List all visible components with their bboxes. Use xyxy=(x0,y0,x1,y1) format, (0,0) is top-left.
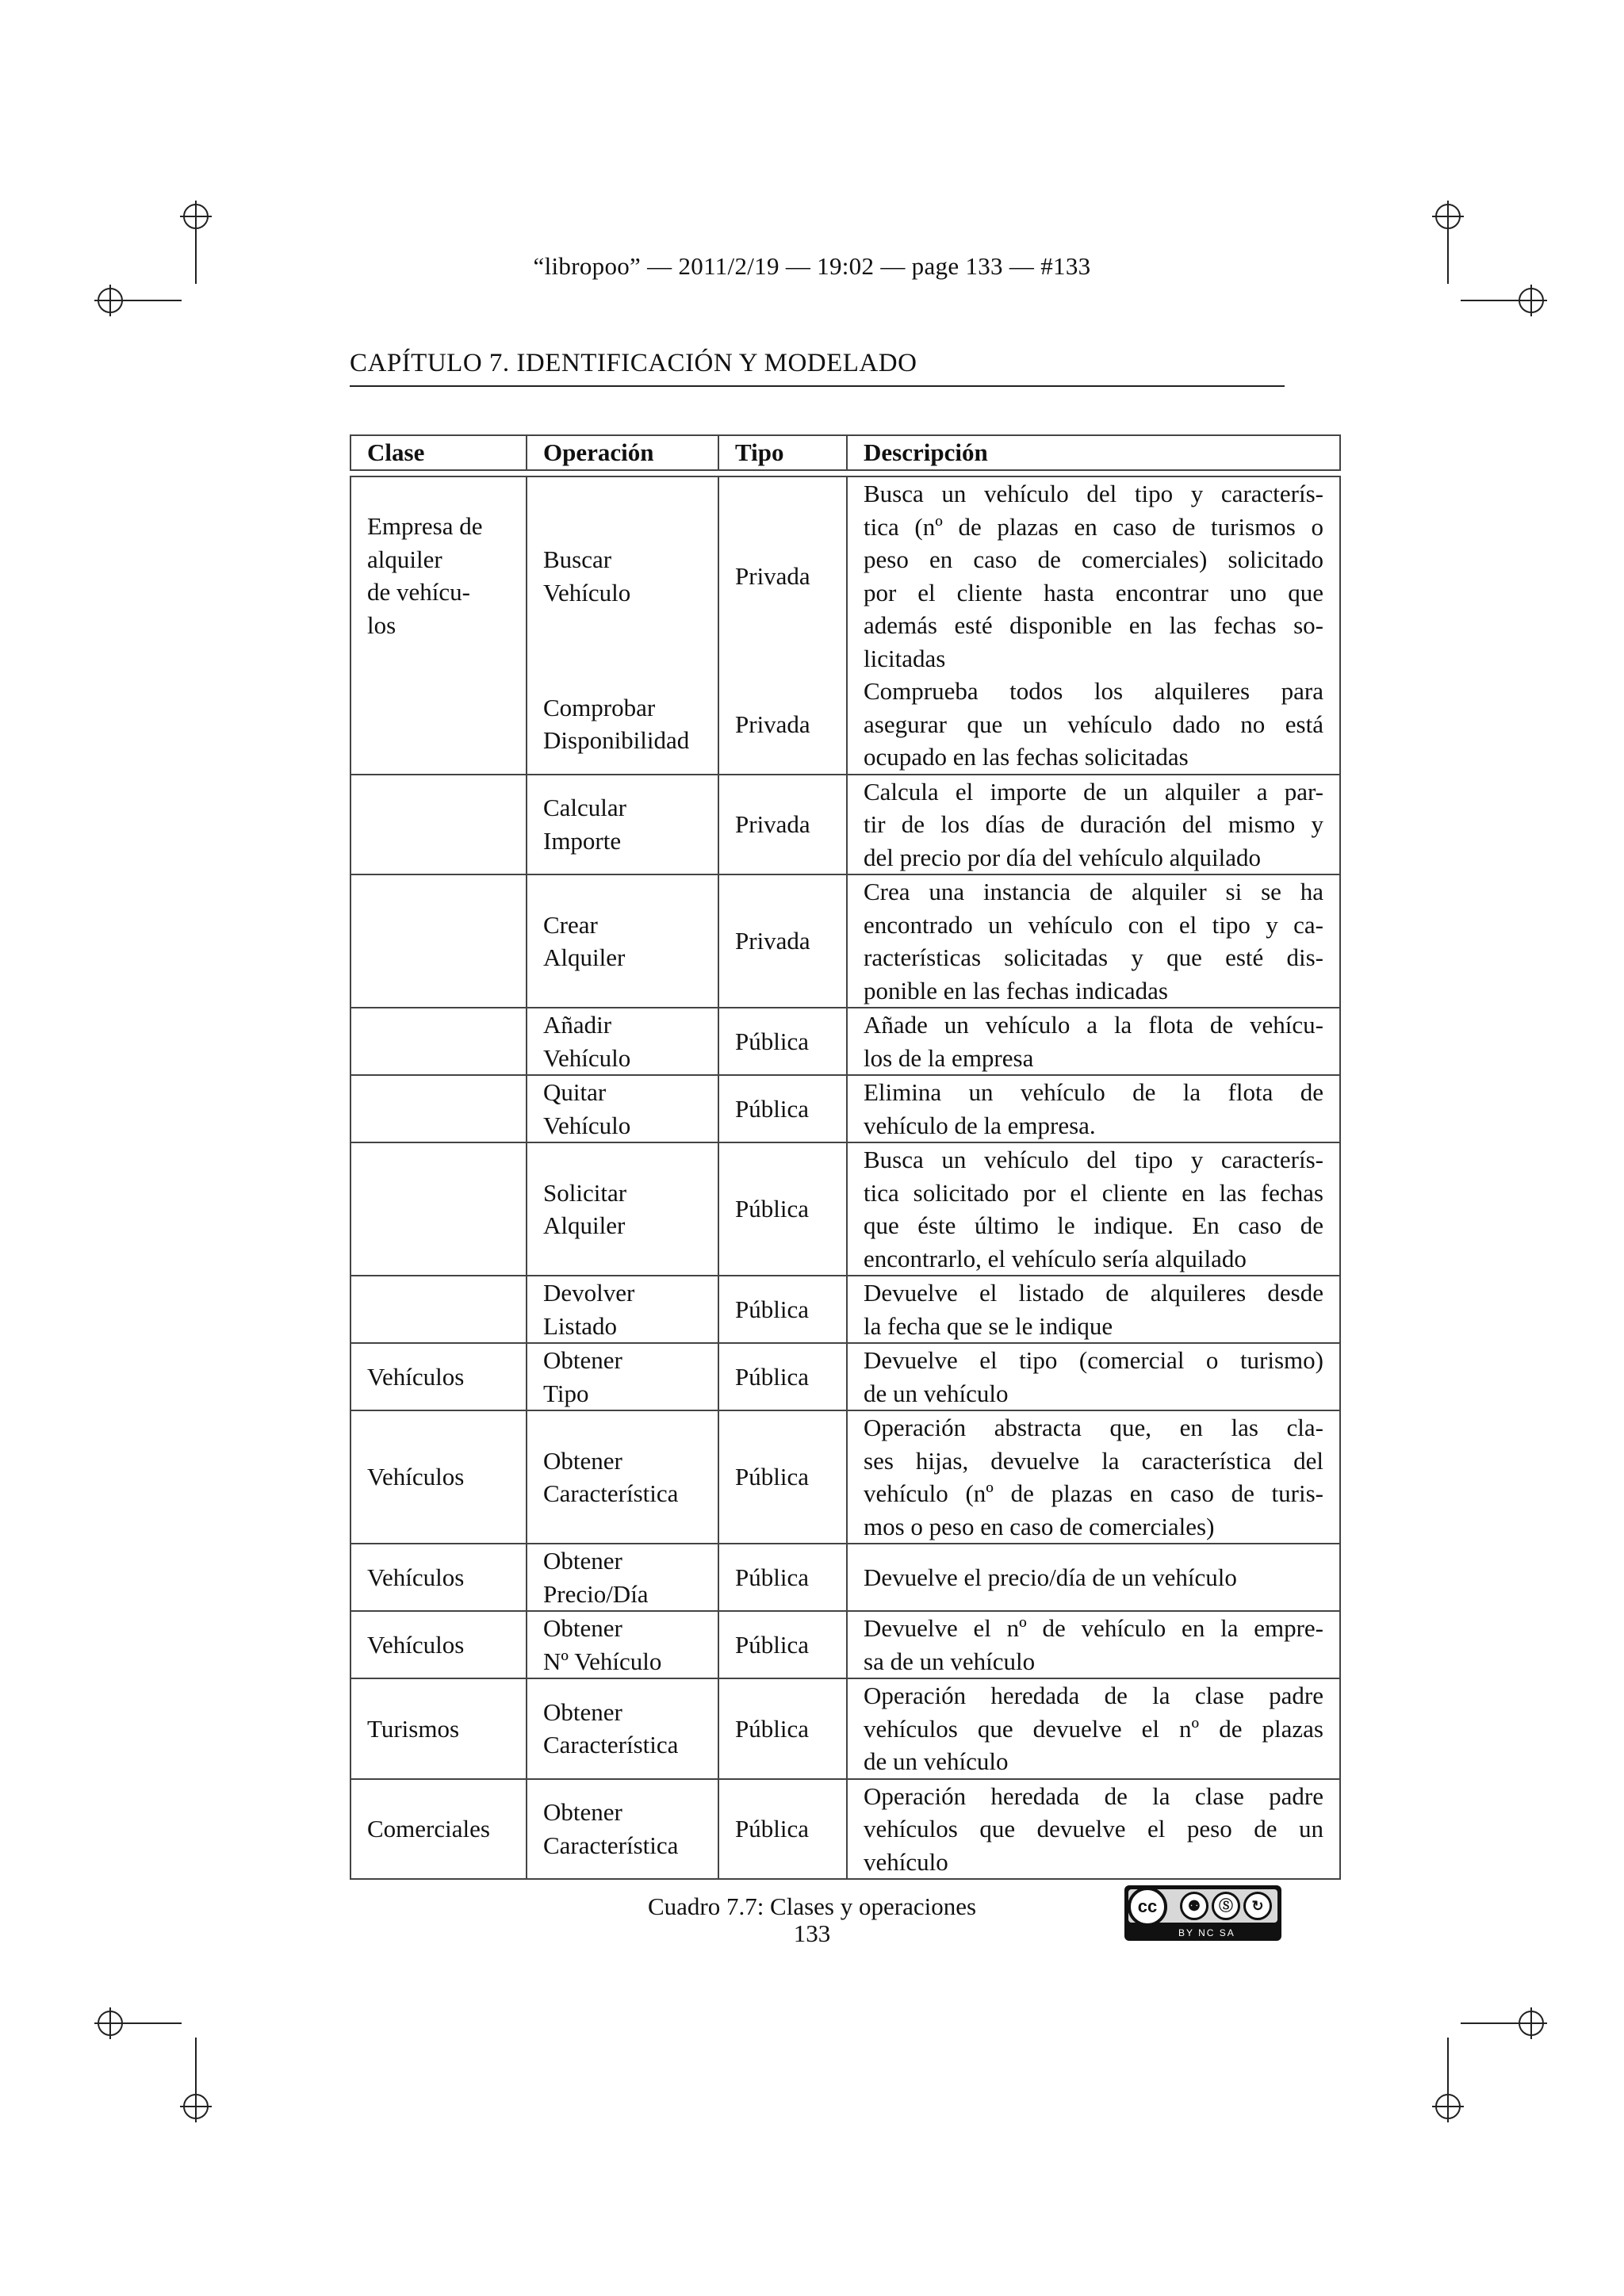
cell-tipo: Privada xyxy=(718,675,847,775)
cell-line: Turismos xyxy=(367,1714,460,1743)
cell-tipo: Pública xyxy=(718,1779,847,1880)
cell-line: tica solicitado por el cliente en las fechas xyxy=(864,1178,1323,1207)
cell-line: Crea una instancia de alquiler si se ha xyxy=(864,878,1323,905)
cell-line: alquiler xyxy=(367,545,442,573)
chapter-title: CAPÍTULO 7. IDENTIFICACIÓN Y MODELADO xyxy=(350,349,917,377)
cell-line: asegurar que un vehículo dado no está xyxy=(864,710,1323,738)
cell-line: Vehículos xyxy=(367,1463,465,1491)
cell-operacion xyxy=(527,1779,718,1880)
cell-line: Obtener xyxy=(543,1346,622,1374)
cell-operacion xyxy=(527,1611,718,1678)
cell-line: Devuelve el listado de alquileres desde xyxy=(864,1279,1323,1307)
cell-line: Operación heredada de la clase padre xyxy=(864,1781,1323,1810)
cell-line: mos o peso en caso de comerciales) xyxy=(864,1512,1215,1540)
cell-clase xyxy=(350,1779,527,1880)
cc-license-badge xyxy=(1124,1885,1281,1941)
column-header-clase: Clase xyxy=(350,435,527,470)
cell-line: Devuelve el nº de vehículo en la empre- xyxy=(864,1614,1323,1642)
table-row xyxy=(350,1779,1340,1880)
cell-line: Solicitar xyxy=(543,1178,627,1207)
cell-line: Nº Vehículo xyxy=(543,1647,662,1675)
cell-line: vehículo (nº de plazas en caso de turis- xyxy=(864,1479,1323,1507)
cell-operacion xyxy=(527,476,718,675)
cell-line: Empresa de xyxy=(367,512,483,540)
cell-clase xyxy=(350,1343,527,1410)
table-row xyxy=(350,1678,1340,1779)
cell-line: vehículos que devuelve el peso de un xyxy=(864,1815,1323,1843)
cell-line: Devuelve el precio/día de un vehículo xyxy=(864,1563,1237,1591)
cell-descripcion xyxy=(847,1544,1340,1611)
cell-line: Alquiler xyxy=(543,1211,626,1239)
cell-line: Crear xyxy=(543,910,598,939)
crop-mark-icon xyxy=(1435,2094,1461,2119)
cell-operacion xyxy=(527,1142,718,1276)
cell-tipo: Privada xyxy=(718,476,847,675)
cell-descripcion xyxy=(847,1611,1340,1678)
cell-line: encontrado un vehículo con el tipo y ca- xyxy=(864,910,1323,939)
cell-operacion xyxy=(527,1008,718,1075)
operations-table xyxy=(350,476,1341,1880)
crop-mark-icon xyxy=(183,2094,209,2119)
cell-line: Tipo xyxy=(543,1379,589,1407)
cell-clase xyxy=(350,874,527,1008)
cell-line: encontrarlo, el vehículo sería alquilado xyxy=(864,1244,1247,1272)
cell-line: Vehículos xyxy=(367,1362,465,1391)
cell-descripcion xyxy=(847,675,1340,775)
cell-tipo: Pública xyxy=(718,1611,847,1678)
cell-operacion xyxy=(527,874,718,1008)
cell-line: de vehícu- xyxy=(367,578,470,606)
cell-line: de un vehículo xyxy=(864,1747,1009,1775)
page-number: 133 xyxy=(793,1919,831,1947)
cell-line: vehículos que devuelve el nº de plazas xyxy=(864,1714,1323,1743)
cell-operacion xyxy=(527,1544,718,1611)
cell-tipo: Pública xyxy=(718,1142,847,1276)
cell-line: Busca un vehículo del tipo y caracterís- xyxy=(864,480,1323,507)
column-header-descripcion: Descripción xyxy=(847,435,1340,470)
cell-descripcion xyxy=(847,1008,1340,1075)
cell-line: del precio por día del vehículo alquilado xyxy=(864,843,1261,871)
cell-line: vehículo de la empresa. xyxy=(864,1111,1096,1139)
cell-descripcion xyxy=(847,775,1340,875)
cell-descripcion xyxy=(847,1075,1340,1142)
cell-line: los xyxy=(367,610,396,639)
table-row xyxy=(350,1544,1340,1611)
cell-line: ocupado en las fechas solicitadas xyxy=(864,743,1189,771)
cell-line: Alquiler xyxy=(543,943,626,971)
cell-descripcion xyxy=(847,1410,1340,1544)
cell-descripcion xyxy=(847,1343,1340,1410)
cell-line: ses hijas, devuelve la característica del xyxy=(864,1446,1323,1475)
cell-descripcion xyxy=(847,1779,1340,1880)
cell-tipo: Pública xyxy=(718,1544,847,1611)
license-labels: BY NC SA xyxy=(1178,1927,1235,1938)
cell-line: Comerciales xyxy=(367,1815,490,1843)
cell-line: Calcular xyxy=(543,794,627,822)
cell-line: ponible en las fechas indicadas xyxy=(864,976,1168,1004)
cell-tipo: Pública xyxy=(718,1343,847,1410)
cell-line: Añadir xyxy=(543,1011,612,1039)
cell-descripcion xyxy=(847,1142,1340,1276)
cell-operacion xyxy=(527,1075,718,1142)
cell-operacion xyxy=(527,1678,718,1779)
cell-tipo: Privada xyxy=(718,874,847,1008)
cell-line: de un vehículo xyxy=(864,1379,1009,1407)
cell-line: la fecha que se le indique xyxy=(864,1311,1113,1340)
cell-line: racterísticas solicitadas y que esté dis- xyxy=(864,943,1323,971)
cell-line: Obtener xyxy=(543,1614,622,1642)
cell-clase xyxy=(350,1410,527,1544)
sharealike-icon: ↻ xyxy=(1243,1892,1272,1920)
cell-operacion xyxy=(527,675,718,775)
cell-tipo: Pública xyxy=(718,1410,847,1544)
table-row xyxy=(350,874,1340,1008)
cell-line: Vehículo xyxy=(543,1111,631,1139)
cell-clase xyxy=(350,1075,527,1142)
cell-tipo: Pública xyxy=(718,1276,847,1343)
cell-operacion xyxy=(527,1410,718,1544)
column-header-operacion: Operación xyxy=(527,435,718,470)
cell-line: Característica xyxy=(543,1479,679,1507)
cell-line: además esté disponible en las fechas so- xyxy=(864,611,1323,639)
table-row xyxy=(350,1075,1340,1142)
cell-line: Operación abstracta que, en las cla- xyxy=(864,1414,1323,1441)
cell-tipo: Privada xyxy=(718,775,847,875)
column-header-tipo: Tipo xyxy=(718,435,847,470)
cell-line: Vehículos xyxy=(367,1630,465,1659)
cell-line: Operación heredada de la clase padre xyxy=(864,1682,1323,1709)
attribution-icon: ⚉ xyxy=(1180,1892,1208,1920)
cell-descripcion xyxy=(847,476,1340,675)
table-row xyxy=(350,1611,1340,1678)
cell-line: Comprobar xyxy=(543,693,656,721)
cell-line: Elimina un vehículo de la flota de xyxy=(864,1078,1323,1106)
cell-line: Busca un vehículo del tipo y caracterís- xyxy=(864,1146,1323,1173)
cell-line: Característica xyxy=(543,1731,679,1759)
cell-line: peso en caso de comerciales) solicitado xyxy=(864,545,1323,573)
running-head: “libropoo” — 2011/2/19 — 19:02 — page 133 — #133 xyxy=(533,252,1091,280)
cell-line: Disponibilidad xyxy=(543,726,690,755)
table-row xyxy=(350,1343,1340,1410)
cell-line: por el cliente hasta encontrar uno que xyxy=(864,578,1323,607)
cell-clase xyxy=(350,1611,527,1678)
cell-line: tica (nº de plazas en caso de turismos o xyxy=(864,512,1323,541)
cell-line: Devolver xyxy=(543,1279,635,1307)
cell-descripcion xyxy=(847,874,1340,1008)
cell-line: Quitar xyxy=(543,1078,607,1106)
cell-line: licitadas xyxy=(864,644,946,672)
table-header xyxy=(350,434,1341,471)
noncommercial-icon: Ⓢ xyxy=(1212,1892,1240,1920)
table-row xyxy=(350,775,1340,875)
cell-clase xyxy=(350,775,527,875)
cell-line: Comprueba todos los alquileres para xyxy=(864,677,1323,705)
cell-descripcion xyxy=(847,1276,1340,1343)
cell-operacion xyxy=(527,1343,718,1410)
cell-line: que éste último le indique. En caso de xyxy=(864,1211,1323,1239)
table-row xyxy=(350,1410,1340,1544)
cell-line: Importe xyxy=(543,826,622,855)
cell-line: Obtener xyxy=(543,1547,622,1575)
cell-line: Obtener xyxy=(543,1798,622,1827)
cell-line: Precio/Día xyxy=(543,1579,649,1608)
cell-descripcion xyxy=(847,1678,1340,1779)
cell-operacion xyxy=(527,1276,718,1343)
cell-clase xyxy=(350,1142,527,1276)
cell-line: Añade un vehículo a la flota de vehícu- xyxy=(864,1011,1323,1039)
cell-line: Característica xyxy=(543,1831,679,1859)
table-row xyxy=(350,1008,1340,1075)
cell-tipo: Pública xyxy=(718,1008,847,1075)
cell-clase xyxy=(350,1276,527,1343)
table-row xyxy=(350,476,1340,675)
cell-line: Vehículo xyxy=(543,578,631,607)
table-row xyxy=(350,1142,1340,1276)
cell-line: Buscar xyxy=(543,545,612,573)
cell-clase xyxy=(350,476,527,775)
cell-line: vehículo xyxy=(864,1847,948,1876)
cell-line: Devuelve el tipo (comercial o turismo) xyxy=(864,1346,1323,1374)
cell-line: Vehículo xyxy=(543,1043,631,1072)
cell-line: Vehículos xyxy=(367,1563,465,1591)
cell-line: sa de un vehículo xyxy=(864,1647,1036,1675)
caption-text: Cuadro 7.7: Clases y operaciones xyxy=(647,1892,977,1920)
cell-line: Listado xyxy=(543,1311,617,1340)
cell-operacion xyxy=(527,775,718,875)
cc-icon: cc xyxy=(1128,1887,1167,1927)
cell-clase xyxy=(350,1544,527,1611)
table-row xyxy=(350,1276,1340,1343)
cell-tipo: Pública xyxy=(718,1678,847,1779)
cell-clase xyxy=(350,1008,527,1075)
table-caption xyxy=(0,1893,1624,1947)
cell-line: Obtener xyxy=(543,1446,622,1475)
cell-clase xyxy=(350,1678,527,1779)
cell-line: Calcula el importe de un alquiler a par- xyxy=(864,777,1323,806)
cell-tipo: Pública xyxy=(718,1075,847,1142)
cell-line: los de la empresa xyxy=(864,1043,1034,1072)
cell-line: Obtener xyxy=(543,1697,622,1726)
cell-line: tir de los días de duración del mismo y xyxy=(864,810,1323,838)
chapter-rule xyxy=(350,385,1285,387)
